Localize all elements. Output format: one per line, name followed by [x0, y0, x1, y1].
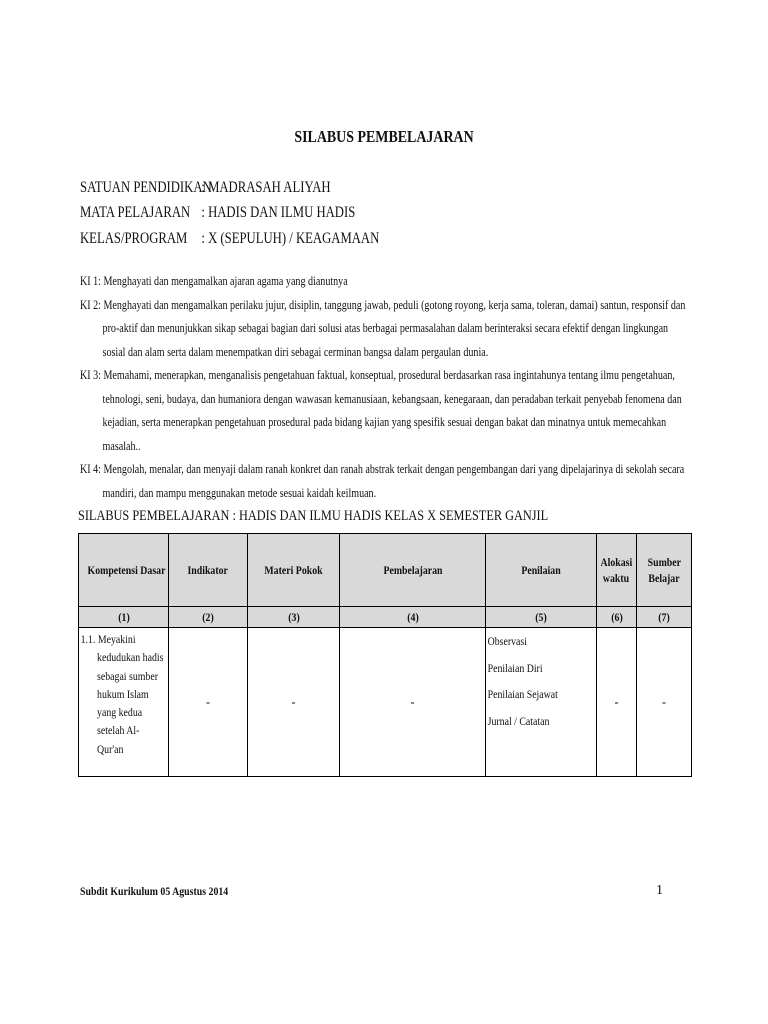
penilaian-item: Penilaian Sejawat [487, 687, 558, 701]
meta-value: : HADIS DAN ILMU HADIS [201, 204, 356, 221]
cell-sumber-belajar: - [637, 628, 692, 777]
header-pembelajaran: Pembelajaran [340, 534, 486, 607]
header-indikator: Indikator [169, 534, 248, 607]
table-number-row [79, 607, 692, 628]
silabus-table [78, 533, 692, 777]
ki-item-4: KI 4: Mengolah, menalar, dan menyaji dalam ranah konkret dan ranah abstrak terkait dengan pengembangan dari yang dipelajarinya di sekolah secara mandiri, dan mampu menggunakan metode sesuai kaidah keilmuan. [80, 462, 685, 500]
kd-line: Qur'an [97, 741, 124, 756]
col-number: (2) [169, 607, 248, 628]
meta-row-kelas [80, 230, 379, 248]
header-kompetensi-dasar: Kompetensi Dasar [79, 534, 169, 607]
col-number: (3) [248, 607, 340, 628]
col-number: (6) [597, 607, 637, 628]
meta-label: KELAS/PROGRAM [80, 230, 188, 247]
meta-value: : MADRASAH ALIYAH [201, 179, 331, 196]
meta-value: : X (SEPULUH) / KEAGAMAAN [201, 230, 380, 247]
col-number: (1) [79, 607, 169, 628]
kd-line: 1.1. Meyakini [80, 632, 136, 646]
kd-line: setelah Al- [97, 723, 140, 738]
meta-row-satuan [80, 179, 331, 197]
table-row [79, 628, 692, 777]
cell-alokasi-waktu: - [597, 628, 637, 777]
penilaian-item: Observasi [487, 634, 527, 648]
kd-line: sebagai sumber [97, 668, 158, 683]
kd-line: kedudukan hadis [97, 650, 164, 665]
penilaian-item: Penilaian Diri [487, 660, 543, 675]
penilaian-item: Jurnal / Catatan [487, 713, 550, 728]
col-number: (4) [340, 607, 486, 628]
table-title: SILABUS PEMBELAJARAN : HADIS DAN ILMU HADIS KELAS X SEMESTER GANJIL [78, 508, 549, 524]
meta-row-mapel [80, 204, 355, 222]
cell-indikator: - [169, 628, 248, 777]
header-materi-pokok: Materi Pokok [248, 534, 340, 607]
page-number: 1 [656, 883, 663, 898]
ki-item-3: KI 3: Memahami, menerapkan, menganalisis pengetahuan faktual, konseptual, prosedural berdasarkan rasa ingintahunya tentang ilmu pengetahuan, tehnologi, seni, budaya, dan humaniora dengan wawasan kemanusiaan, kebangsaan, kenegaraan, dan peradaban terkait penyebab fenomena dan kejadian, serta menerapkan pengetahuan prosedural pada bidang kajian yang spesifik sesuai dengan bakat dan minatnya untuk memecahkan masalah.. [80, 368, 682, 453]
meta-label: MATA PELAJARAN [80, 204, 191, 221]
cell-materi-pokok: - [248, 628, 340, 777]
cell-kompetensi-dasar [79, 628, 169, 777]
document-title: SILABUS PEMBELAJARAN [294, 127, 474, 146]
cell-pembelajaran: - [340, 628, 486, 777]
table-header-row [79, 534, 692, 607]
ki-item-2: KI 2: Menghayati dan mengamalkan perilaku jujur, disiplin, tanggung jawab, peduli (gotong royong, kerja sama, toleran, damai) santun, responsif dan pro-aktif dan menunjukkan sikap sebagai bagian dari solusi atas berbagai permasalahan dalam berinteraksi secara efektif dengan lingkungan sosial dan alam serta dalam menempatkan diri sebagai cerminan bangsa dalam pergaulan dunia. [80, 297, 686, 359]
ki-item-1: KI 1: Menghayati dan mengamalkan ajaran agama yang dianutnya [80, 274, 348, 288]
col-number: (7) [637, 607, 692, 628]
ki-list [80, 270, 692, 505]
header-penilaian: Penilaian [486, 534, 597, 607]
col-number: (5) [486, 607, 597, 628]
header-alokasi-waktu: Alokasi waktu [597, 534, 637, 607]
header-sumber-belajar: Sumber Belajar [637, 534, 692, 607]
footer-text: Subdit Kurikulum 05 Agustus 2014 [80, 884, 229, 898]
cell-penilaian [486, 628, 597, 777]
meta-label: SATUAN PENDIDIKAN [80, 179, 212, 196]
kd-line: yang kedua [97, 705, 143, 720]
kd-line: hukum Islam [97, 686, 149, 701]
